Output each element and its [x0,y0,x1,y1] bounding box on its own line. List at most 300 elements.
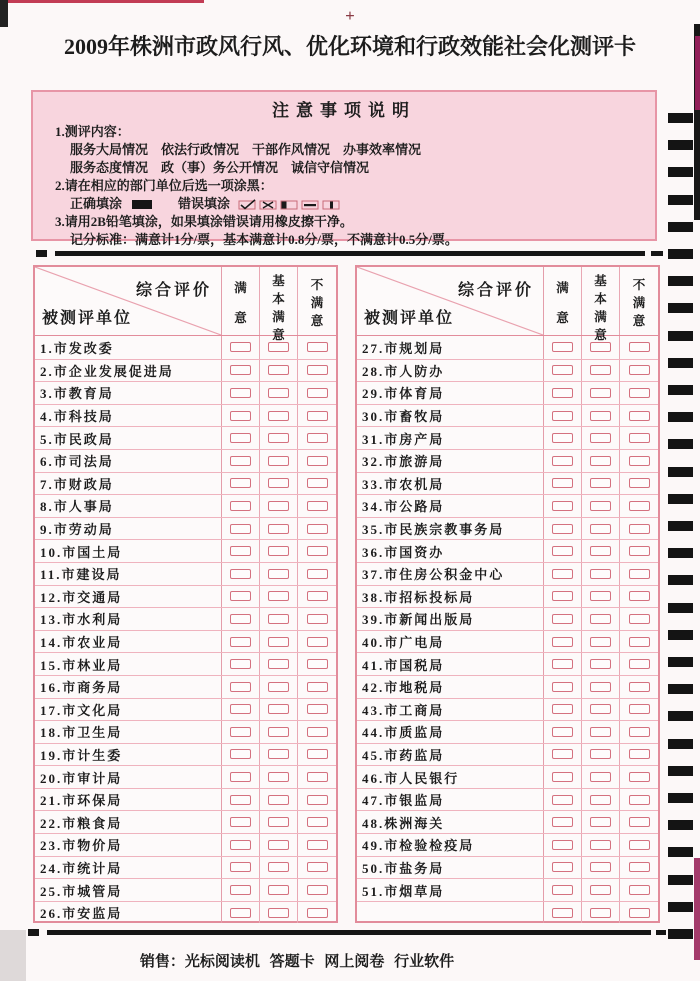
cell-basic-satisfied [582,382,620,404]
bubble-satisfied[interactable] [552,727,573,737]
bubble-unsatisfied[interactable] [307,433,328,443]
bubble-satisfied[interactable] [552,795,573,805]
cell-satisfied [222,540,260,562]
unit-name: 8.市人事局 [35,495,222,517]
bubble-satisfied[interactable] [230,456,251,466]
bubble-satisfied[interactable] [552,749,573,759]
table-row [357,720,658,743]
bubble-basic-satisfied[interactable] [590,501,611,511]
table-header [35,267,336,342]
bubble-satisfied[interactable] [552,682,573,692]
bubble-satisfied[interactable] [230,388,251,398]
cell-basic-satisfied [260,834,298,856]
bubble-unsatisfied[interactable] [629,659,650,669]
bubble-satisfied[interactable] [230,591,251,601]
bubble-unsatisfied[interactable] [307,659,328,669]
bubble-satisfied[interactable] [230,524,251,534]
correct-fill-label: 正确填涂 [70,196,123,211]
unit-name: 26.市安监局 [35,902,222,924]
cell-satisfied [544,721,582,743]
table-row [357,698,658,721]
bubble-basic-satisfied[interactable] [590,659,611,669]
bubble-basic-satisfied[interactable] [268,591,289,601]
bubble-unsatisfied[interactable] [307,569,328,579]
unit-name: 19.市计生委 [35,744,222,766]
evaluation-table-left [33,265,338,923]
unit-name: 10.市国土局 [35,540,222,562]
bubble-unsatisfied[interactable] [629,727,650,737]
cell-satisfied [222,676,260,698]
cell-satisfied [222,473,260,495]
bubble-satisfied[interactable] [230,569,251,579]
bubble-satisfied[interactable] [230,411,251,421]
cell-satisfied [544,563,582,585]
cell-satisfied [222,721,260,743]
table-row [357,359,658,382]
bubble-unsatisfied[interactable] [307,727,328,737]
cell-unsatisfied [620,563,658,585]
bubble-satisfied[interactable] [552,365,573,375]
bubble-basic-satisfied[interactable] [590,885,611,895]
cell-unsatisfied [620,857,658,879]
bubble-satisfied[interactable] [230,749,251,759]
cell-satisfied [544,473,582,495]
header-corner-cell [357,267,544,335]
bubble-basic-satisfied[interactable] [590,456,611,466]
timing-mark [668,385,693,395]
bubble-satisfied[interactable] [230,817,251,827]
cell-satisfied [544,744,582,766]
cell-unsatisfied [620,360,658,382]
bubble-satisfied[interactable] [552,637,573,647]
bubble-basic-satisfied[interactable] [268,908,289,918]
bubble-basic-satisfied[interactable] [268,342,289,352]
bubble-unsatisfied[interactable] [307,772,328,782]
bubble-basic-satisfied[interactable] [268,614,289,624]
cell-basic-satisfied [582,811,620,833]
col-header-unsatisfied: 不 满 意 [632,278,646,328]
bubble-unsatisfied[interactable] [629,614,650,624]
bubble-unsatisfied[interactable] [629,546,650,556]
bubble-satisfied[interactable] [552,546,573,556]
bubble-basic-satisfied[interactable] [590,704,611,714]
timing-mark [668,303,693,313]
bubble-basic-satisfied[interactable] [268,795,289,805]
cell-unsatisfied [298,473,336,495]
timing-mark [668,331,693,341]
timing-mark [668,548,693,558]
bubble-basic-satisfied[interactable] [268,727,289,737]
bubble-basic-satisfied[interactable] [268,885,289,895]
table-row [35,675,336,698]
notice-item1-line2: 服务态度情况 政（事）务公开情况 诚信守信情况 [70,160,370,175]
notice-heading: 注意事项说明 [272,101,416,120]
unit-name: 34.市公路局 [357,495,544,517]
cell-unsatisfied [298,902,336,924]
cross-box-icon [259,199,278,210]
unit-name: 51.市烟草局 [357,879,544,901]
cell-basic-satisfied [582,563,620,585]
timing-mark [668,358,693,368]
cell-unsatisfied [298,879,336,901]
bubble-unsatisfied[interactable] [307,885,328,895]
cell-satisfied [222,857,260,879]
table-row [357,652,658,675]
table-row [357,901,658,924]
bubble-satisfied[interactable] [230,727,251,737]
col-header-unsatisfied: 不 满 意 [310,278,324,328]
bubble-unsatisfied[interactable] [629,591,650,601]
unit-name [357,902,544,924]
bubble-satisfied[interactable] [230,885,251,895]
timing-mark [668,575,693,585]
bubble-unsatisfied[interactable] [629,524,650,534]
cell-basic-satisfied [260,811,298,833]
cell-unsatisfied [298,834,336,856]
bubble-basic-satisfied[interactable] [590,817,611,827]
bubble-basic-satisfied[interactable] [590,569,611,579]
table-row [357,426,658,449]
bubble-unsatisfied[interactable] [629,365,650,375]
cell-satisfied [544,789,582,811]
bubble-unsatisfied[interactable] [307,817,328,827]
bubble-unsatisfied[interactable] [629,411,650,421]
bubble-unsatisfied[interactable] [629,501,650,511]
cell-basic-satisfied [582,450,620,472]
separator-square-left [36,250,47,257]
bubble-basic-satisfied[interactable] [590,411,611,421]
fill-example-line [70,195,655,213]
unit-name: 6.市司法局 [35,450,222,472]
bubble-unsatisfied[interactable] [307,411,328,421]
cell-basic-satisfied [582,879,620,901]
bubble-unsatisfied[interactable] [307,682,328,692]
bubble-unsatisfied[interactable] [629,885,650,895]
bubble-satisfied[interactable] [552,704,573,714]
bubble-satisfied[interactable] [552,614,573,624]
cell-basic-satisfied [260,336,298,359]
cell-basic-satisfied [260,631,298,653]
bubble-unsatisfied[interactable] [307,456,328,466]
bubble-basic-satisfied[interactable] [268,388,289,398]
table-row [35,494,336,517]
unit-name: 35.市民族宗教事务局 [357,518,544,540]
cell-satisfied [544,811,582,833]
cell-satisfied [544,631,582,653]
cell-unsatisfied [298,857,336,879]
bubble-basic-satisfied[interactable] [268,704,289,714]
bubble-satisfied[interactable] [552,659,573,669]
bubble-unsatisfied[interactable] [629,795,650,805]
cell-basic-satisfied [582,676,620,698]
cell-basic-satisfied [260,608,298,630]
bubble-satisfied[interactable] [230,682,251,692]
cell-satisfied [222,834,260,856]
bubble-unsatisfied[interactable] [629,569,650,579]
bubble-satisfied[interactable] [230,637,251,647]
cell-unsatisfied [298,450,336,472]
bubble-satisfied[interactable] [552,388,573,398]
bubble-unsatisfied[interactable] [307,704,328,714]
bubble-basic-satisfied[interactable] [268,456,289,466]
bubble-satisfied[interactable] [552,885,573,895]
bubble-basic-satisfied[interactable] [268,365,289,375]
bubble-basic-satisfied[interactable] [590,772,611,782]
bubble-unsatisfied[interactable] [307,795,328,805]
bubble-unsatisfied[interactable] [307,365,328,375]
bubble-satisfied[interactable] [552,342,573,352]
bubble-satisfied[interactable] [230,772,251,782]
bubble-basic-satisfied[interactable] [268,524,289,534]
cell-satisfied [222,450,260,472]
bubble-basic-satisfied[interactable] [268,862,289,872]
bubble-unsatisfied[interactable] [629,637,650,647]
cell-unsatisfied [620,744,658,766]
bubble-basic-satisfied[interactable] [590,388,611,398]
timing-mark [668,140,693,150]
bubble-basic-satisfied[interactable] [590,546,611,556]
table-row [35,788,336,811]
bubble-satisfied[interactable] [230,614,251,624]
bubble-satisfied[interactable] [230,342,251,352]
bubble-satisfied[interactable] [230,433,251,443]
bubble-satisfied[interactable] [552,840,573,850]
bubble-unsatisfied[interactable] [307,591,328,601]
bubble-basic-satisfied[interactable] [268,478,289,488]
col-header-satisfied: 满 意 [544,267,582,335]
bubble-unsatisfied[interactable] [629,682,650,692]
cell-basic-satisfied [260,744,298,766]
bubble-satisfied[interactable] [552,772,573,782]
unit-name: 11.市建设局 [35,563,222,585]
cell-basic-satisfied [582,518,620,540]
bubble-basic-satisfied[interactable] [268,682,289,692]
cell-satisfied [222,699,260,721]
cell-satisfied [544,653,582,675]
bubble-satisfied[interactable] [230,546,251,556]
bubble-satisfied[interactable] [552,501,573,511]
table-row [357,878,658,901]
bubble-unsatisfied[interactable] [629,908,650,918]
timing-mark [668,657,693,667]
cell-basic-satisfied [582,608,620,630]
bubble-basic-satisfied[interactable] [268,817,289,827]
bubble-unsatisfied[interactable] [629,342,650,352]
bubble-satisfied[interactable] [230,704,251,714]
bubble-basic-satisfied[interactable] [590,433,611,443]
bubble-satisfied[interactable] [230,840,251,850]
cell-basic-satisfied [582,744,620,766]
page-title: 2009年株洲市政风行风、优化环境和行政效能社会化测评卡 [63,34,636,59]
bubble-basic-satisfied[interactable] [590,908,611,918]
bubble-unsatisfied[interactable] [629,478,650,488]
bubble-basic-satisfied[interactable] [268,659,289,669]
scan-artifact-right-magenta-top [695,36,700,110]
cell-unsatisfied [298,336,336,359]
bubble-unsatisfied[interactable] [629,772,650,782]
bubble-basic-satisfied[interactable] [268,546,289,556]
bubble-unsatisfied[interactable] [629,817,650,827]
unit-name: 47.市银监局 [357,789,544,811]
bubble-basic-satisfied[interactable] [268,411,289,421]
bubble-unsatisfied[interactable] [307,637,328,647]
dash-box-icon [301,199,320,210]
timing-mark [668,167,693,177]
cell-basic-satisfied [260,789,298,811]
unit-name: 3.市教育局 [35,382,222,404]
unit-name: 25.市城管局 [35,879,222,901]
bubble-satisfied[interactable] [552,411,573,421]
bubble-basic-satisfied[interactable] [268,749,289,759]
bubble-satisfied[interactable] [552,478,573,488]
bubble-basic-satisfied[interactable] [590,840,611,850]
bubble-basic-satisfied[interactable] [268,569,289,579]
bubble-basic-satisfied[interactable] [268,433,289,443]
scan-artifact-bottom-left [0,930,26,981]
timing-mark [668,467,693,477]
bubble-basic-satisfied[interactable] [590,614,611,624]
cell-unsatisfied [620,518,658,540]
bubble-unsatisfied[interactable] [307,388,328,398]
timing-mark [668,603,693,613]
bubble-basic-satisfied[interactable] [590,524,611,534]
cell-basic-satisfied [582,834,620,856]
cell-satisfied [544,382,582,404]
bubble-basic-satisfied[interactable] [268,501,289,511]
bubble-satisfied[interactable] [552,908,573,918]
unit-name: 45.市药监局 [357,744,544,766]
cell-unsatisfied [298,789,336,811]
unit-name: 28.市人防办 [357,360,544,382]
bubble-unsatisfied[interactable] [307,908,328,918]
bubble-basic-satisfied[interactable] [268,772,289,782]
bubble-unsatisfied[interactable] [629,388,650,398]
table-row [35,517,336,540]
bubble-unsatisfied[interactable] [307,478,328,488]
notice-item3: 3.请用2B铅笔填涂，如果填涂错误请用橡皮擦干净。 [55,214,353,229]
cell-satisfied [222,653,260,675]
unit-name: 20.市审计局 [35,766,222,788]
bubble-unsatisfied[interactable] [307,749,328,759]
bubble-satisfied[interactable] [552,591,573,601]
bubble-unsatisfied[interactable] [307,840,328,850]
table-row [35,878,336,901]
bubble-unsatisfied[interactable] [307,862,328,872]
bubble-unsatisfied[interactable] [629,840,650,850]
cell-basic-satisfied [260,540,298,562]
table-row [35,833,336,856]
bubble-satisfied[interactable] [552,524,573,534]
unit-name: 5.市民政局 [35,427,222,449]
timing-mark [668,439,693,449]
bubble-unsatisfied[interactable] [629,862,650,872]
bubble-basic-satisfied[interactable] [590,682,611,692]
table-row [35,652,336,675]
bubble-satisfied[interactable] [552,433,573,443]
table-row [35,585,336,608]
cell-basic-satisfied [582,789,620,811]
bubble-unsatisfied[interactable] [629,704,650,714]
unit-name: 16.市商务局 [35,676,222,698]
bubble-unsatisfied[interactable] [629,749,650,759]
timing-mark [668,249,693,259]
unit-name: 37.市住房公积金中心 [357,563,544,585]
bubble-basic-satisfied[interactable] [268,840,289,850]
bubble-satisfied[interactable] [230,365,251,375]
cell-satisfied [222,495,260,517]
unit-name: 21.市环保局 [35,789,222,811]
notice-box [31,90,657,247]
cell-satisfied [222,382,260,404]
unit-name: 1.市发改委 [35,336,222,359]
bubble-satisfied[interactable] [230,659,251,669]
bubble-basic-satisfied[interactable] [590,795,611,805]
bubble-basic-satisfied[interactable] [268,637,289,647]
table-row [357,810,658,833]
bubble-satisfied[interactable] [552,569,573,579]
bubble-unsatisfied[interactable] [629,456,650,466]
header-corner-top-label: 综合评价 [135,282,212,299]
bubble-basic-satisfied[interactable] [590,862,611,872]
bubble-unsatisfied[interactable] [307,614,328,624]
col-header-satisfied: 满 意 [222,267,260,335]
bubble-basic-satisfied[interactable] [590,591,611,601]
bubble-satisfied[interactable] [230,501,251,511]
cell-satisfied [544,427,582,449]
bubble-satisfied[interactable] [552,817,573,827]
bubble-satisfied[interactable] [230,862,251,872]
bubble-unsatisfied[interactable] [307,501,328,511]
bubble-satisfied[interactable] [230,795,251,805]
table-row [35,336,336,359]
separator-line-bottom [47,930,651,935]
bubble-satisfied[interactable] [230,478,251,488]
table-row [357,743,658,766]
scan-artifact-top-left [0,0,8,27]
cell-basic-satisfied [260,405,298,427]
cell-unsatisfied [298,563,336,585]
bubble-basic-satisfied[interactable] [590,342,611,352]
bubble-basic-satisfied[interactable] [590,478,611,488]
bubble-unsatisfied[interactable] [629,433,650,443]
cell-basic-satisfied [582,586,620,608]
cell-satisfied [544,676,582,698]
bubble-basic-satisfied[interactable] [590,365,611,375]
cell-satisfied [544,879,582,901]
unit-name: 39.市新闻出版局 [357,608,544,630]
bubble-unsatisfied[interactable] [307,546,328,556]
cell-basic-satisfied [582,405,620,427]
bubble-satisfied[interactable] [552,862,573,872]
bubble-basic-satisfied[interactable] [590,749,611,759]
separator-line-top [55,251,645,256]
bubble-unsatisfied[interactable] [307,342,328,352]
unit-name: 36.市国资办 [357,540,544,562]
bubble-basic-satisfied[interactable] [590,727,611,737]
bubble-unsatisfied[interactable] [307,524,328,534]
unit-name: 17.市文化局 [35,699,222,721]
table-row [35,607,336,630]
cell-satisfied [544,857,582,879]
table-row [357,336,658,359]
bubble-satisfied[interactable] [230,908,251,918]
unit-name: 41.市国税局 [357,653,544,675]
wrong-fill-examples [238,199,341,210]
table-row [357,833,658,856]
unit-name: 42.市地税局 [357,676,544,698]
bubble-basic-satisfied[interactable] [590,637,611,647]
bubble-satisfied[interactable] [552,456,573,466]
